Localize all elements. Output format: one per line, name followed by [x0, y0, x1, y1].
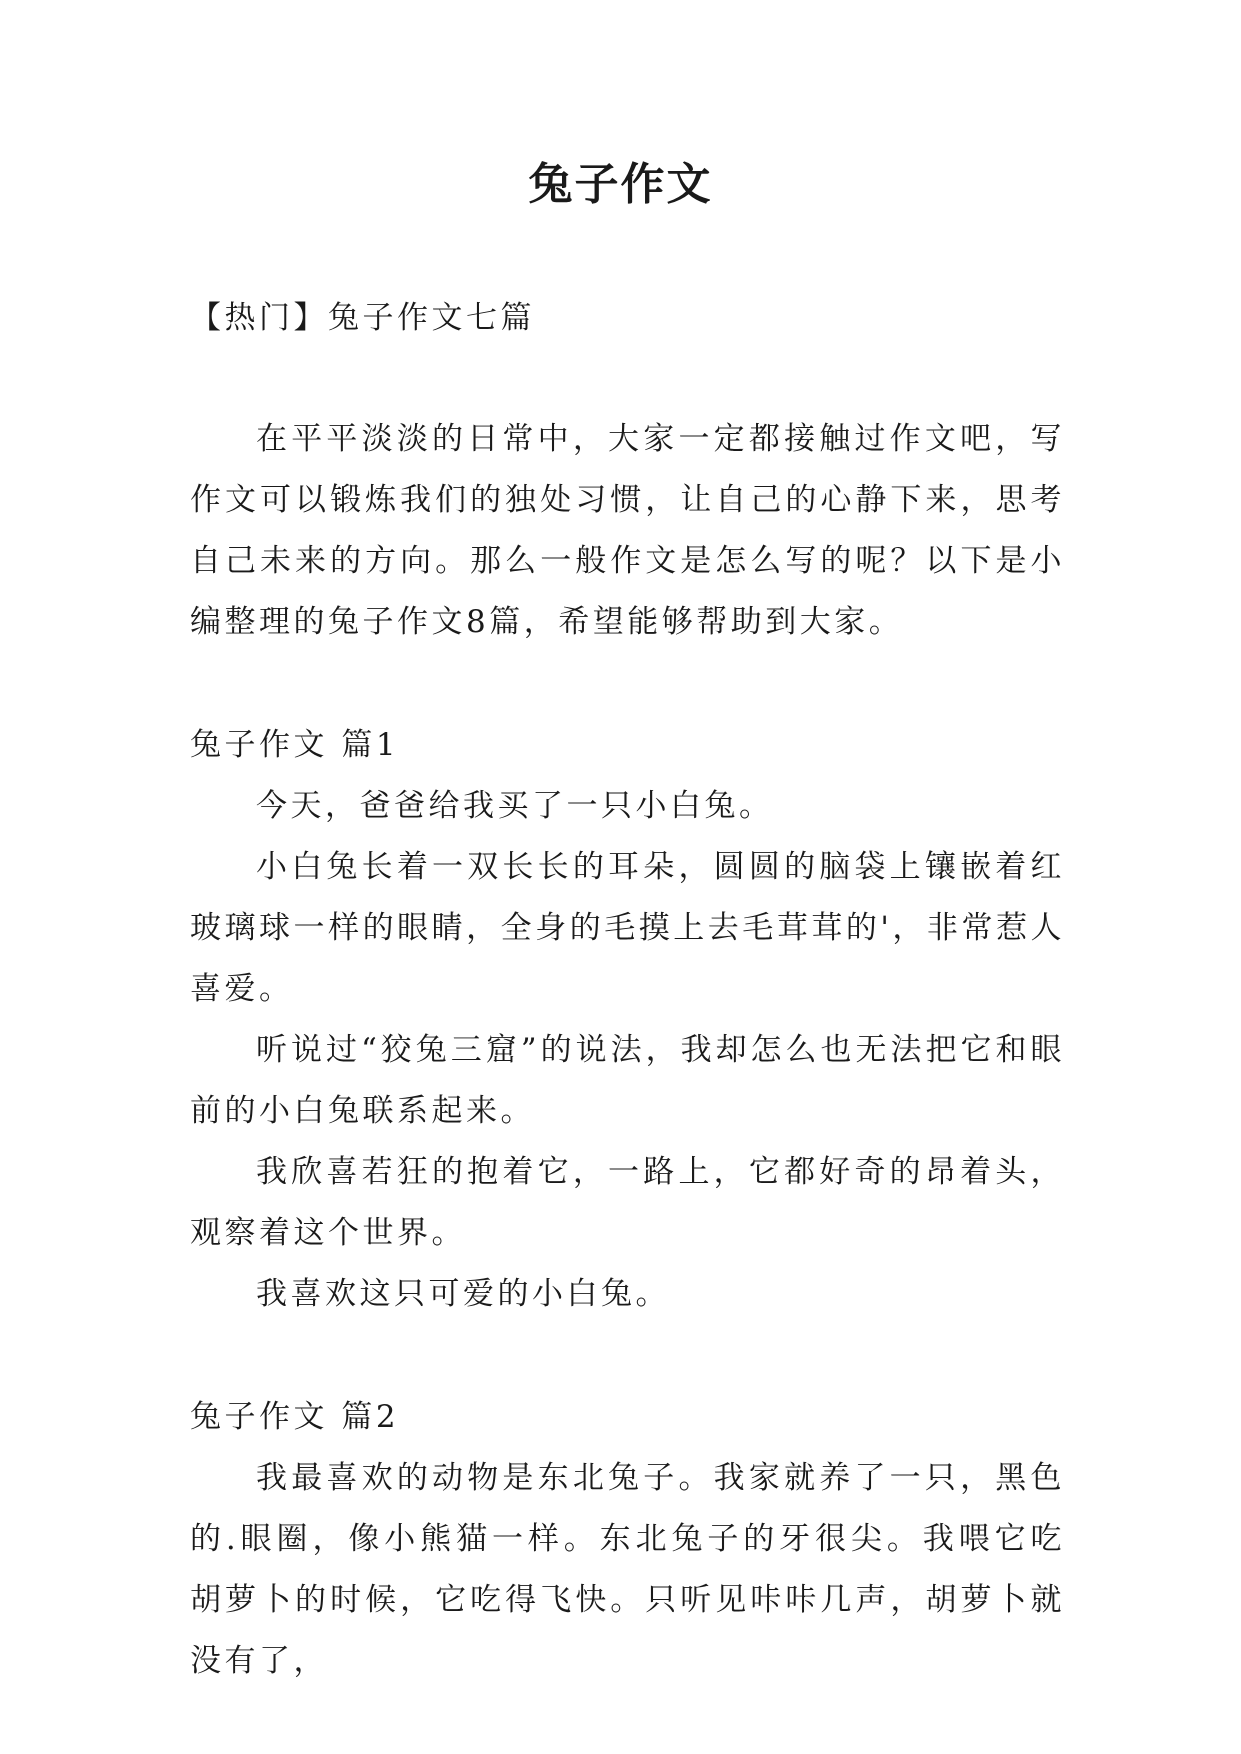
section-paragraph: 我喜欢这只可爱的小白兔。: [256, 1276, 670, 1312]
section-heading: 兔子作文 篇1: [190, 727, 400, 763]
document-subtitle: 【热门】兔子作文七篇: [190, 300, 535, 336]
section-2: [190, 1387, 1065, 1692]
document-body: [190, 288, 1065, 1692]
section-paragraph: 小白兔长着一双长长的耳朵，圆圆的脑袋上镶嵌着红玻璃球一样的眼睛，全身的毛摸上去毛茸茸的'，非常惹人喜爱。: [190, 849, 1065, 1007]
section-paragraph: 我欣喜若狂的抱着它，一路上，它都好奇的昂着头，观察着这个世界。: [190, 1154, 1065, 1251]
section-paragraph: 我最喜欢的动物是东北兔子。我家就养了一只，黑色的.眼圈，像小熊猫一样。东北兔子的牙很尖。我喂它吃胡萝卜的时候，它吃得飞快。只听见咔咔几声，胡萝卜就没有了，: [190, 1460, 1065, 1679]
document-title: 兔子作文: [528, 159, 713, 210]
section-paragraph: 听说过“狡兔三窟”的说法，我却怎么也无法把它和眼前的小白兔联系起来。: [190, 1032, 1065, 1129]
section-paragraph: 今天，爸爸给我买了一只小白兔。: [256, 788, 774, 824]
intro-paragraph: 在平平淡淡的日常中，大家一定都接触过作文吧，写作文可以锻炼我们的独处习惯，让自己的心静下来，思考自己未来的方向。那么一般作文是怎么写的呢？以下是小编整理的兔子作文8篇，希望能够帮助到大家。: [190, 421, 1065, 640]
section-heading: 兔子作文 篇2: [190, 1399, 400, 1435]
section-1: [190, 715, 1065, 1325]
